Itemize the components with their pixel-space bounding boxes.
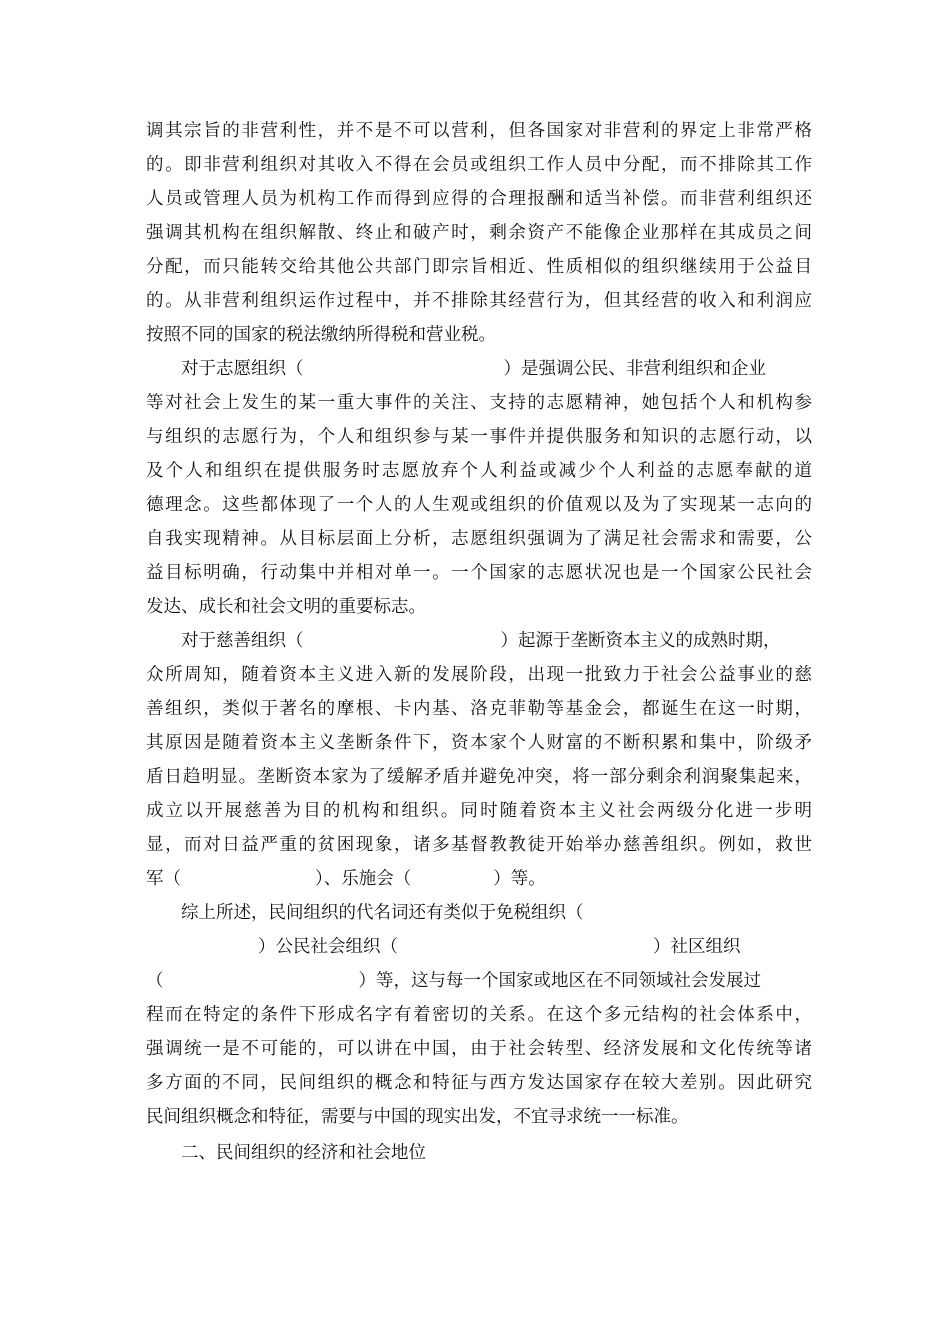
text-fragment: ）起源于垄断资本主义的成熟时期， (500, 631, 781, 651)
text-fragment: ）等，这与每一个国家或地区在不同领域社会发展过 (358, 971, 761, 991)
text-line: 强调其机构在组织解散、终止和破产时，剩余资产不能像企业那样在其成员之间 (146, 223, 812, 243)
text-fragment: ）等。 (493, 869, 546, 889)
text-line: 益目标明确，行动集中并相对单一。一个国家的志愿状况也是一个国家公民社会 (146, 563, 812, 583)
text-line: 成立以开展慈善为目的机构和组织。同时随着资本主义社会两级分化进一步明 (146, 801, 812, 821)
text-line (146, 862, 812, 896)
text-line: 的。即非营利组织对其收入不得在会员或组织工作人员中分配，而不排除其工作 (146, 155, 812, 175)
text-line: 众所周知，随着资本主义进入新的发展阶段，出现一批致力于社会公益事业的慈 (146, 665, 812, 685)
text-fragment: 对于志愿组织（ (181, 359, 304, 379)
text-line: 及个人和组织在提供服务时志愿放弃个人利益或减少个人利益的志愿奉献的道 (146, 461, 812, 481)
text-line: 多方面的不同，民间组织的概念和特征与西方发达国家存在较大差别。因此研究 (146, 1073, 812, 1093)
text-line: 盾日趋明显。垄断资本家为了缓解矛盾并避免冲突，将一部分剩余利润聚集起来， (146, 767, 812, 787)
text-line: 与组织的志愿行为，个人和组织参与某一事件并提供服务和知识的志愿行动，以 (146, 427, 812, 447)
text-line: 综上所述，民间组织的代名词还有类似于免税组织（ (181, 903, 584, 923)
text-line: 民间组织概念和特征，需要与中国的现实出发，不宜寻求统一一标准。 (146, 1107, 689, 1127)
text-line: 按照不同的国家的税法缴纳所得税和营业税。 (146, 325, 496, 345)
text-fragment: 对于慈善组织（ (181, 631, 304, 651)
text-line (146, 964, 812, 998)
text-fragment: ）、乐施会（ (315, 869, 412, 889)
text-fragment: ）社区组织 (653, 937, 741, 957)
text-line: 等对社会上发生的某一重大事件的关注、支持的志愿精神，她包括个人和机构参 (146, 393, 812, 413)
section-heading: 二、民间组织的经济和社会地位 (181, 1143, 426, 1163)
text-line: 强调统一是不可能的，可以讲在中国，由于社会转型、经济发展和文化传统等诸 (146, 1039, 812, 1059)
text-line: 调其宗旨的非营利性，并不是不可以营利，但各国家对非营利的界定上非常严格 (146, 121, 812, 141)
text-line: 自我实现精神。从目标层面上分析，志愿组织强调为了满足社会需求和需要，公 (146, 529, 812, 549)
text-line: 分配，而只能转交给其他公共部门即宗旨相近、性质相似的组织继续用于公益目 (146, 257, 812, 277)
text-line (181, 624, 812, 658)
text-fragment: ）是强调公民、非营利组织和企业 (503, 359, 766, 379)
text-fragment: 军（ (146, 869, 181, 889)
text-line: 发达、成长和社会文明的重要标志。 (146, 597, 426, 617)
text-line (146, 930, 812, 964)
text-line: 善组织，类似于著名的摩根、卡内基、洛克菲勒等基金会，都诞生在这一时期， (146, 699, 812, 719)
text-fragment: ）公民社会组织（ (258, 937, 398, 957)
text-line: 程而在特定的条件下形成名字有着密切的关系。在这个多元结构的社会体系中， (146, 1005, 812, 1025)
text-line: 显，而对日益严重的贫困现象，诸多基督教教徒开始举办慈善组织。例如，救世 (146, 835, 812, 855)
text-line: 的。从非营利组织运作过程中，并不排除其经营行为，但其经营的收入和利润应 (146, 291, 812, 311)
text-line: 人员或管理人员为机构工作而得到应得的合理报酬和适当补偿。而非营利组织还 (146, 189, 812, 209)
text-line: 其原因是随着资本主义垄断条件下，资本家个人财富的不断积累和集中，阶级矛 (146, 733, 812, 753)
text-line: 德理念。这些都体现了一个人的人生观或组织的价值观以及为了实现某一志向的 (146, 495, 812, 515)
text-line (181, 352, 812, 386)
text-fragment: （ (146, 971, 164, 991)
